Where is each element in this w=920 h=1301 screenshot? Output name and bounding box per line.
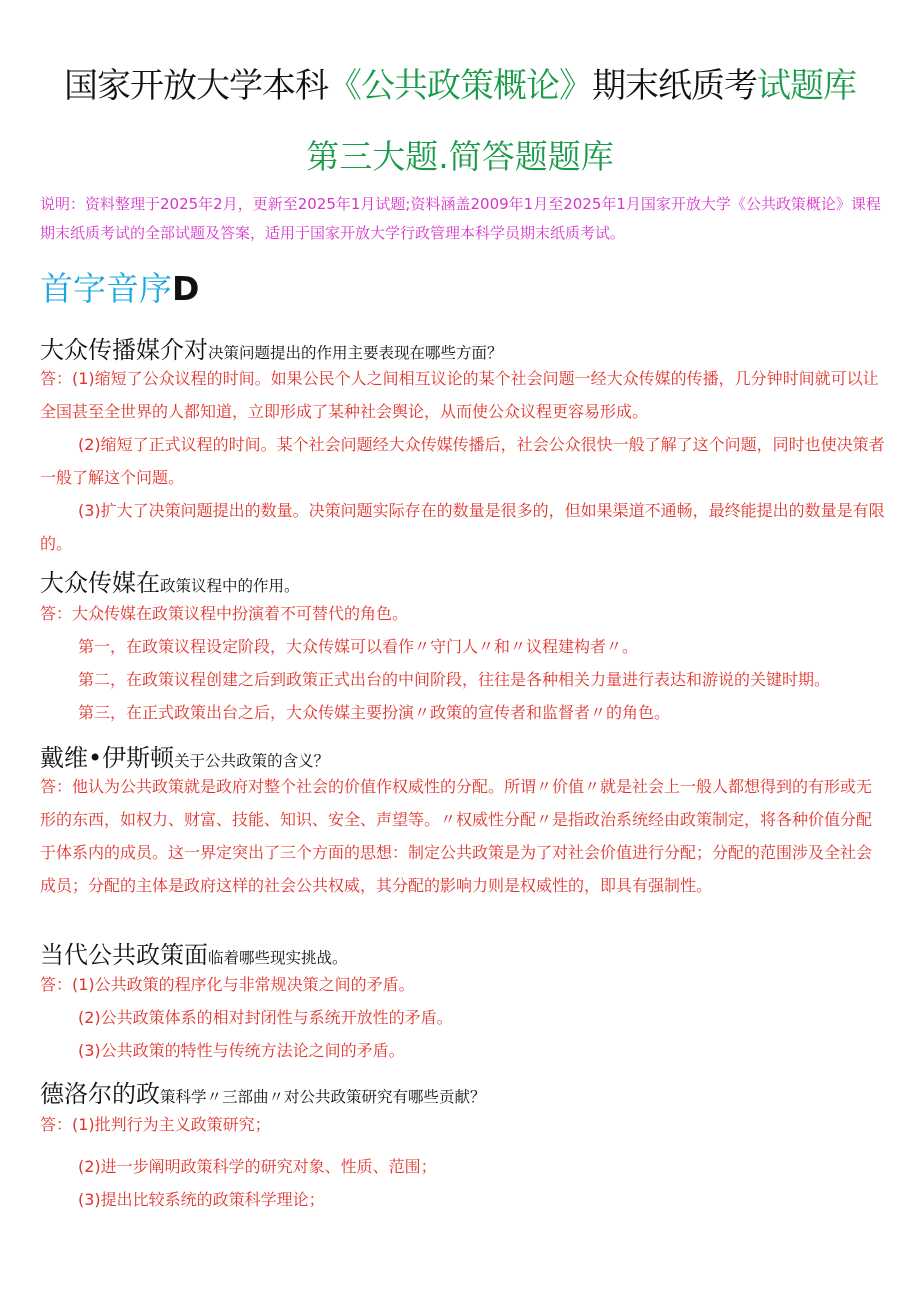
answer-5-p2: (2)进一步阐明政策科学的研究对象、性质、范围； bbox=[78, 1157, 437, 1176]
question-2 bbox=[40, 563, 890, 598]
document-subtitle: 第三大题.简答题题库 bbox=[306, 137, 614, 176]
question-3-lead: 戴维•伊斯顿 bbox=[40, 744, 175, 772]
question-2-text: 政策议程中的作用。 bbox=[160, 577, 300, 595]
answer-4-p2: (2)公共政策体系的相对封闭性与系统开放性的矛盾。 bbox=[78, 1008, 453, 1027]
question-5-text: 策科学〃三部曲〃对公共政策研究有哪些贡献？ bbox=[160, 1088, 486, 1106]
title-part-3: 试题库 bbox=[757, 66, 856, 106]
question-1-lead: 大众传播媒介对 bbox=[40, 336, 208, 364]
answer-1-p3: (3)扩大了决策问题提出的数量。决策问题实际存在的数量是很多的，但如果渠道不通畅，最终能提出的数量是有限的。 bbox=[40, 501, 885, 553]
answer-3-p1: 答：他认为公共政策就是政府对整个社会的价值作权威性的分配。所谓〃价值〃就是社会上一般人都想得到的有形或无形的东西，如权力、财富、技能、知识、安全、声望等。〃权威性分配〃是指政治系统经由政策制定，将各种价值分配于体系内的成员。这一界定突出了三个方面的思想：制定公共政策是为了对社会价值进行分配；分配的范围涉及全社会成员；分配的主体是政府这样的社会公共权威，其分配的影响力则是权威性的，即具有强制性。 bbox=[40, 777, 873, 895]
title-part-2: 期末纸质考 bbox=[592, 66, 757, 106]
section-letter: D bbox=[172, 269, 200, 308]
question-1-text: 决策问题提出的作用主要表现在哪些方面？ bbox=[208, 344, 503, 362]
question-1 bbox=[40, 330, 890, 365]
answer-1-p1: 答：(1)缩短了公众议程的时间。如果公民个人之间相互议论的某个社会问题一经大众传媒的传播，几分钟时间就可以让全国甚至全世界的人都知道，立即形成了某种社会舆论，从而使公众议程更容易形成。 bbox=[40, 369, 879, 421]
question-3-text: 关于公共政策的含义？ bbox=[174, 752, 330, 770]
question-4-lead: 当代公共政策面 bbox=[40, 941, 208, 969]
answer-2-p4: 第三，在正式政策出台之后，大众传媒主要扮演〃政策的宣传者和监督者〃的角色。 bbox=[78, 703, 671, 722]
title-part-1: 国家开放大学本科 bbox=[64, 66, 328, 106]
question-4-text: 临着哪些现实挑战。 bbox=[208, 949, 348, 967]
answer-1-p2: (2)缩短了正式议程的时间。某个社会问题经大众传媒传播后，社会公众很快一般了解了这个问题，同时也使决策者一般了解这个问题。 bbox=[40, 435, 885, 487]
question-5 bbox=[40, 1074, 890, 1109]
description-note: 说明：资料整理于2025年2月，更新至2025年1月试题;资料涵盖2009年1月至2025年1月国家开放大学《公共政策概论》课程期末纸质考试的全部试题及答案，适用于国家开放大学行政管理本科学员期末纸质考试。 bbox=[40, 195, 881, 242]
answer-4-p1: 答：(1)公共政策的程序化与非常规决策之间的矛盾。 bbox=[40, 975, 415, 994]
question-2-lead: 大众传媒在 bbox=[40, 569, 160, 597]
answer-5-p3: (3)提出比较系统的政策科学理论； bbox=[78, 1190, 325, 1209]
section-heading bbox=[40, 266, 199, 312]
question-4 bbox=[40, 935, 890, 970]
question-3 bbox=[40, 738, 890, 773]
section-label: 首字音序 bbox=[40, 269, 172, 308]
answer-2-p1: 答：大众传媒在政策议程中扮演着不可替代的角色。 bbox=[40, 604, 409, 623]
document-title bbox=[0, 62, 920, 110]
title-course-name: 《公共政策概论》 bbox=[328, 66, 592, 106]
question-5-lead: 德洛尔的政 bbox=[40, 1080, 160, 1108]
answer-5-p1: 答：(1)批判行为主义政策研究； bbox=[40, 1115, 271, 1134]
answer-2-p3: 第二，在政策议程创建之后到政策正式出台的中间阶段，往往是各种相关力量进行表达和游说的关键时期。 bbox=[78, 670, 831, 689]
answer-2-p2: 第一，在政策议程设定阶段，大众传媒可以看作〃守门人〃和〃议程建构者〃。 bbox=[78, 637, 639, 656]
answer-4-p3: (3)公共政策的特性与传统方法论之间的矛盾。 bbox=[78, 1041, 405, 1060]
